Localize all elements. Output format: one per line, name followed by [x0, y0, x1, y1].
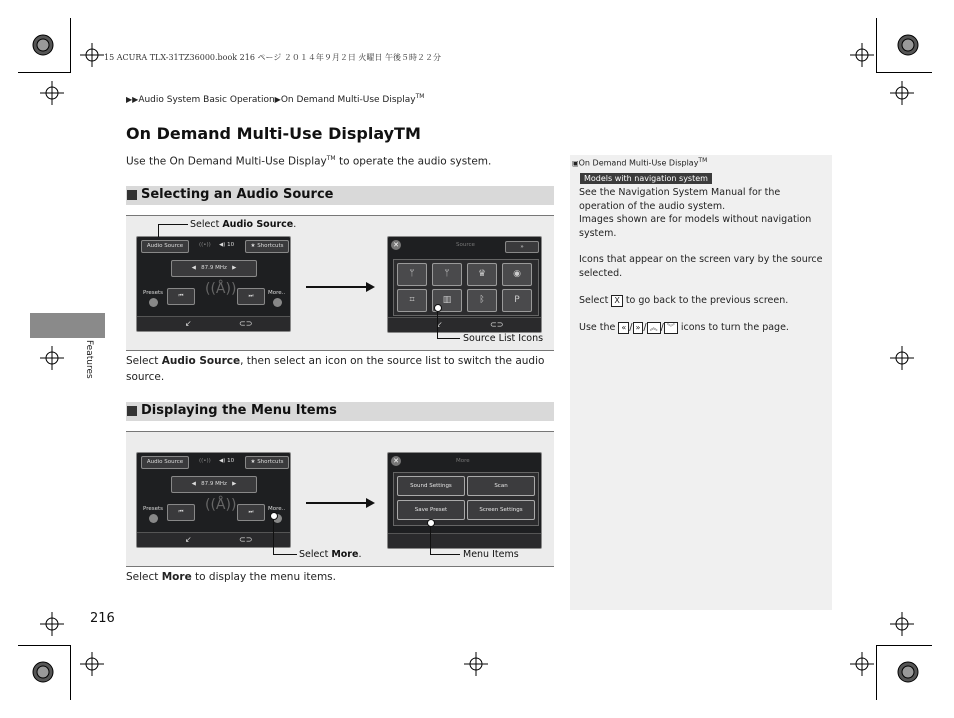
volume-display: [219, 458, 234, 464]
volume-value: 10: [227, 242, 235, 248]
tune-up-icon[interactable]: ▶: [232, 265, 237, 271]
note-icon: ▣: [572, 159, 579, 168]
section-square-icon: [127, 406, 137, 416]
frequency-unit: MHz: [215, 481, 227, 487]
car-icon: ⊂⊃: [239, 319, 253, 328]
sidebar-paragraph-4: [579, 294, 827, 308]
sidebar-heading-tm: TM: [698, 157, 708, 164]
breadcrumb: [126, 93, 424, 105]
chapter-tab: [30, 313, 105, 338]
frequency-unit: MHz: [215, 265, 227, 271]
hand-icon: ↙: [185, 319, 192, 328]
section1-body: [126, 353, 546, 385]
shortcuts-button[interactable]: [245, 456, 289, 469]
section-heading-menu-items: [126, 402, 554, 421]
tune-down-icon[interactable]: ◀: [191, 265, 196, 271]
sound-settings-button[interactable]: Sound Settings: [397, 476, 465, 496]
volume-value: 10: [227, 458, 235, 464]
more-button[interactable]: [273, 298, 282, 307]
transition-arrow-head: [366, 498, 375, 508]
close-icon[interactable]: ✕: [391, 240, 401, 250]
callout-leader: [273, 519, 297, 555]
callout-suffix: .: [358, 549, 362, 560]
sidebar-paragraph-3: Icons that appear on the screen vary by the source selected.: [579, 254, 823, 279]
sidebar-paragraph-2: Images shown are for models without navigation system.: [579, 214, 812, 239]
page-down-icon: ︾: [664, 322, 678, 334]
callout-leader: [158, 224, 170, 237]
presets-label: Presets: [143, 290, 164, 296]
callout-leader: [437, 311, 460, 339]
frequency-value: 87.9: [201, 265, 214, 271]
breadcrumb-item-2: On Demand Multi-Use Display: [280, 95, 416, 105]
speaker-icon: ◀): [219, 458, 228, 464]
shortcuts-label: Shortcuts: [257, 243, 284, 249]
page-up-icon: ︽: [647, 322, 661, 334]
signal-icon: ((•)): [199, 242, 211, 248]
tune-control[interactable]: [171, 260, 257, 277]
source-list-screen: [387, 236, 542, 333]
page-next-icon: »: [633, 322, 644, 334]
disc-icon[interactable]: ◉: [502, 263, 532, 286]
p4-prefix: Select: [579, 295, 612, 306]
callout-prefix: Select: [190, 219, 223, 230]
sidebar-paragraph-1: See the Navigation System Manual for the operation of the audio system.: [579, 187, 781, 212]
presets-button[interactable]: [149, 298, 158, 307]
volume-display: [219, 242, 234, 248]
signal-icon: ((•)): [199, 458, 211, 464]
intro-tm: TM: [326, 155, 336, 162]
more-label: More..: [268, 290, 286, 296]
close-icon[interactable]: ✕: [391, 456, 401, 466]
car-icon: ⊂⊃: [490, 320, 504, 329]
aux-icon[interactable]: ▥: [432, 289, 462, 312]
transition-arrow-head: [366, 282, 375, 292]
menu-grid: [393, 472, 539, 526]
chapter-tab-label: Features: [84, 340, 94, 379]
section2-body: [126, 569, 546, 585]
sidebar-heading-text: On Demand Multi-Use Display: [578, 158, 699, 168]
callout-menu-items: Menu Items: [463, 549, 519, 560]
body-bold: More: [161, 571, 192, 583]
source-icon-grid: [393, 259, 539, 316]
transition-arrow-line: [306, 286, 368, 288]
tune-down-icon[interactable]: ◀: [191, 481, 196, 487]
close-key-icon: X: [611, 295, 622, 307]
audio-main-screen: [136, 236, 291, 332]
page-number: 216: [90, 611, 115, 626]
star-icon: ★: [250, 459, 258, 465]
seek-forward-button[interactable]: ⏭: [237, 504, 265, 521]
radio-antenna-icon: ((Å)): [205, 281, 237, 297]
breadcrumb-item-1: Audio System Basic Operation: [138, 95, 275, 105]
models-badge: Models with navigation system: [580, 173, 712, 184]
callout-select-more: [299, 549, 361, 560]
menu-screen-title: More: [456, 458, 470, 464]
scan-button[interactable]: Scan: [467, 476, 535, 496]
body-suffix: , then select an icon on the source list to switch the audio source.: [126, 355, 545, 383]
seek-back-button[interactable]: ⏮: [167, 288, 195, 305]
control-bar: [388, 533, 541, 548]
callout-leader: [430, 526, 460, 555]
sidebar-paragraph-5: Use the « / » / ︽ / ︾ icons to turn the page.: [579, 322, 789, 333]
control-bar: [388, 317, 541, 332]
section-heading-text: Selecting an Audio Source: [141, 187, 334, 202]
figure-menu-items: [126, 431, 554, 567]
usb-icon[interactable]: ⌗: [397, 289, 427, 312]
intro-after: to operate the audio system.: [335, 155, 492, 168]
page-next-button[interactable]: »: [505, 241, 539, 253]
tune-control[interactable]: [171, 476, 257, 493]
menu-screen: [387, 452, 542, 549]
shortcuts-button[interactable]: [245, 240, 289, 253]
intro-text: [126, 155, 491, 168]
callout-bold: Audio Source: [222, 219, 294, 230]
radio-antenna-icon: ((Å)): [205, 497, 237, 513]
presets-button[interactable]: [149, 514, 158, 523]
body-suffix: to display the menu items.: [191, 571, 336, 583]
page-title-tm: TM: [394, 124, 421, 143]
arrow-icon: ▶: [274, 95, 281, 104]
speaker-icon: ◀): [219, 242, 228, 248]
body-bold: Audio Source: [161, 355, 241, 367]
audio-source-button[interactable]: Audio Source: [141, 240, 189, 253]
shortcuts-label: Shortcuts: [257, 459, 284, 465]
section-heading-selecting-source: [126, 186, 554, 205]
page-first-icon: «: [618, 322, 629, 334]
hand-icon: ↙: [185, 535, 192, 544]
callout-source-list-icons: Source List Icons: [463, 333, 544, 344]
intro-before: Use the On Demand Multi-Use Display: [126, 155, 327, 168]
control-bar: [137, 532, 290, 547]
p4-suffix: to go back to the previous screen.: [622, 295, 789, 306]
screen-settings-button[interactable]: Screen Settings: [467, 500, 535, 520]
source-screen-title: Source: [456, 242, 475, 248]
star-icon: ★: [250, 243, 258, 249]
callout-bold: More: [331, 549, 359, 560]
save-preset-button[interactable]: Save Preset: [397, 500, 465, 520]
bluetooth-icon[interactable]: ᛒ: [467, 289, 497, 312]
callout-suffix: .: [293, 219, 297, 230]
trademark: TM: [415, 93, 425, 100]
car-icon: ⊂⊃: [239, 535, 253, 544]
double-arrow-icon: ▶▶: [126, 95, 139, 104]
page-title: [126, 124, 421, 143]
p5-suffix: icons to turn the page.: [677, 322, 789, 333]
figure-audio-source: [126, 215, 554, 351]
callout-select-audio-source: [190, 219, 296, 230]
pandora-icon[interactable]: P: [502, 289, 532, 312]
seek-forward-button[interactable]: ⏭: [237, 288, 265, 305]
presets-label: Presets: [143, 506, 164, 512]
audio-source-button[interactable]: Audio Source: [141, 456, 189, 469]
body-prefix: Select: [126, 355, 162, 367]
am-icon[interactable]: ᛘ: [397, 263, 427, 286]
hand-icon: ↙: [436, 320, 443, 329]
sidebar-heading: [572, 157, 707, 168]
p5-prefix: Use the: [579, 322, 619, 333]
frequency-value: 87.9: [201, 481, 214, 487]
callout-prefix: Select: [299, 549, 332, 560]
page-title-text: On Demand Multi-Use Display: [126, 124, 395, 143]
audio-main-screen: [136, 452, 291, 548]
section-heading-text: Displaying the Menu Items: [141, 403, 337, 418]
fm-icon[interactable]: ᛘ: [432, 263, 462, 286]
transition-arrow-line: [306, 502, 368, 504]
xm-icon[interactable]: ♛: [467, 263, 497, 286]
tune-up-icon[interactable]: ▶: [232, 481, 237, 487]
more-label: More..: [268, 506, 286, 512]
control-bar: [137, 316, 290, 331]
print-header: 15 ACURA TLX-31TZ36000.book 216 ページ ２０１４年９月２日 火曜日 午後５時２２分: [104, 53, 441, 62]
seek-back-button[interactable]: ⏮: [167, 504, 195, 521]
section-square-icon: [127, 190, 137, 200]
body-prefix: Select: [126, 571, 162, 583]
callout-line: [169, 224, 188, 225]
